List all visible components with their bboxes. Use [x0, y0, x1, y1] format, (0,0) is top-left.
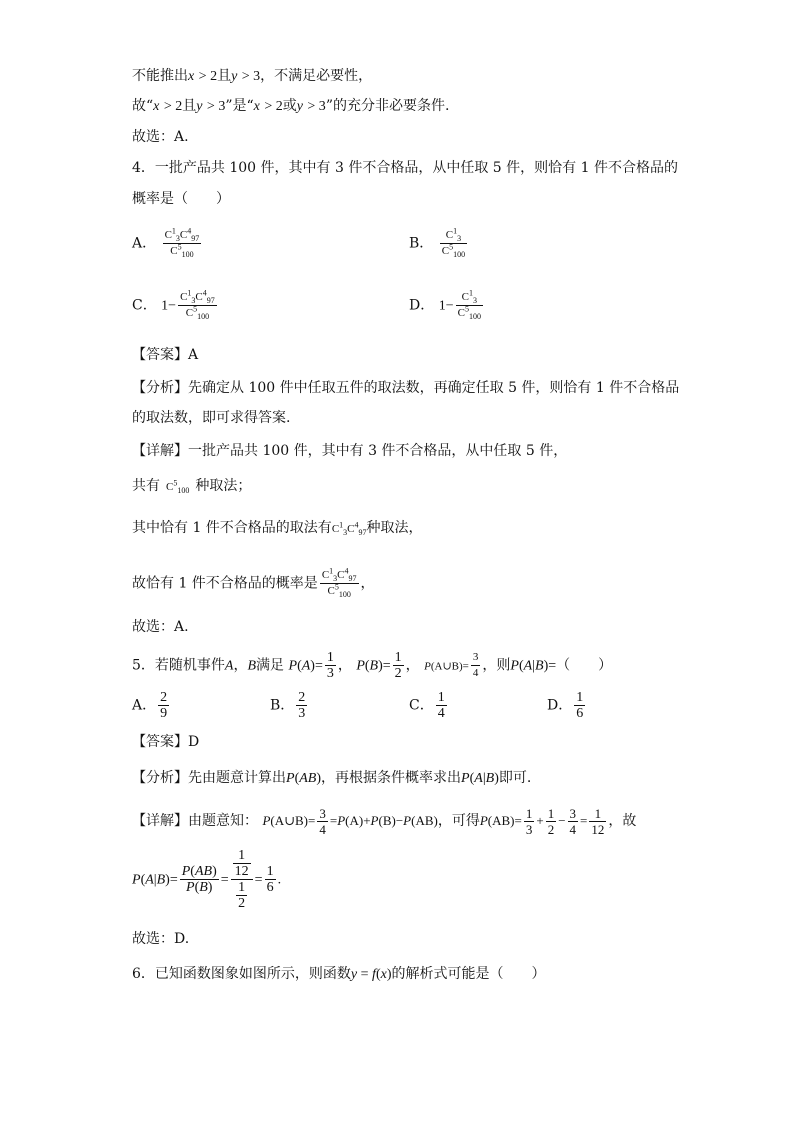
- fraction: $\frac{1}{3}$: [326, 650, 334, 681]
- fraction: $\frac{2}{3}$: [298, 690, 306, 721]
- question-6-text: 6．已知函数图象如图所示，则函数y = f(x)的解析式可能是（ ）: [132, 966, 546, 982]
- fraction: $\frac{1}{2}$: [547, 806, 555, 837]
- detail-5: 【详解】由题意知： P(A∪B)= $\frac{3}{4}$ =P(A)+P(B)−P(AB)，可得P(AB)= $\frac{1}{3}$ + $\frac{1}{2}$ − $\frac{3}{4}$ = $\frac{1}{12}$ ，故: [132, 806, 637, 837]
- option-5B: B． $\frac{2}{3}$: [270, 690, 306, 721]
- fraction: $\frac{1}{12}$: [591, 806, 605, 837]
- analysis-5: 【分析】先由题意计算出P(AB)，再根据条件概率求出P(A|B)即可.: [132, 770, 532, 786]
- option-5C: C． $\frac{1}{4}$: [409, 690, 445, 721]
- question-5-text: 5．若随机事件A，B满足 P(A)= $\frac{1}{3}$ ， P(B)= $\frac{1}{2}$ ， P(A∪B)= $\frac{3}{4}$ ，则P(A|B)=（ ）: [132, 650, 613, 681]
- option-4D: D． 1− $\frac{C^1_3}{C^5_{100}}$: [409, 288, 481, 322]
- compound-fraction: $\frac{\frac{1}{12}}{\frac{1}{2}}$: [231, 848, 253, 911]
- fraction: $\frac{1}{6}$: [266, 864, 274, 895]
- fraction: $\frac{C^1_3C^4_{97}}{C^5_{100}}$: [321, 566, 357, 600]
- select-4: 故选：A.: [132, 619, 189, 635]
- detail-5-conditional: P(A|B)= $\frac{P(AB)}{P(B)}$ = $\frac{\frac{1}{12}}{\frac{1}{2}}$ = $\frac{1}{6}$ .: [132, 848, 282, 911]
- text-line: 故“x > 2且y > 3”是“x > 2或y > 3”的充分非必要条件.: [132, 98, 450, 114]
- answer-4: 【答案】A: [132, 347, 199, 363]
- analysis-4-cont: 的取法数，即可求得答案.: [132, 410, 291, 426]
- detail-4-favorable: 其中恰有 1 件不合格品的取法有$C^1_3C^4_{97}$种取法，: [132, 520, 423, 538]
- fraction: $\frac{1}{2}$: [394, 650, 402, 681]
- option-5D: D． $\frac{1}{6}$: [547, 690, 584, 721]
- detail-4-count: 共有 $C^5_{100}$ 种取法；: [132, 478, 252, 496]
- detail-4-probability: 故恰有 1 件不合格品的概率是 $\frac{C^1_3C^4_{97}}{C^5_{100}}$ ，: [132, 566, 375, 600]
- fraction: $\frac{P(AB)}{P(B)}$: [181, 864, 217, 895]
- fraction: $\frac{1}{6}$: [576, 690, 584, 721]
- fraction: $\frac{2}{9}$: [160, 690, 168, 721]
- fraction: $\frac{C^1_3C^4_{97}}{C^5_{100}}$: [164, 226, 200, 260]
- option-4B: B． $\frac{C^1_3}{C^5_{100}}$: [409, 226, 466, 260]
- detail-4: 【详解】一批产品共 100 件，其中有 3 件不合格品，从中任取 5 件，: [132, 443, 568, 459]
- fraction: $\frac{C^1_3}{C^5_{100}}$: [441, 226, 466, 260]
- question-4-text: 4．一批产品共 100 件，其中有 3 件不合格品，从中任取 5 件，则恰有 1 件不合格品的: [132, 160, 678, 176]
- fraction: $\frac{3}{4}$: [319, 806, 326, 837]
- option-5A: A． $\frac{2}{9}$: [132, 690, 168, 721]
- fraction: $\frac{3}{4}$: [569, 806, 577, 837]
- fraction: $\frac{1}{4}$: [437, 690, 445, 721]
- answer-5: 【答案】D: [132, 734, 200, 750]
- option-4A: A． $\frac{C^1_3C^4_{97}}{C^5_{100}}$: [132, 226, 200, 260]
- fraction: $\frac{C^1_3}{C^5_{100}}$: [457, 288, 481, 322]
- text-line: 不能推出x > 2且y > 3，不满足必要性，: [132, 68, 373, 84]
- analysis-4: 【分析】先确定从 100 件中任取五件的取法数，再确定任取 5 件，则恰有 1 件不合格品: [132, 380, 680, 396]
- fraction: $\frac{C^1_3C^4_{97}}{C^5_{100}}$: [180, 288, 215, 322]
- select-5: 故选：D.: [132, 931, 190, 947]
- option-4C: C． 1− $\frac{C^1_3C^4_{97}}{C^5_{100}}$: [132, 288, 215, 322]
- fraction: $\frac{3}{4}$: [472, 651, 479, 679]
- fraction: $\frac{1}{3}$: [525, 806, 533, 837]
- question-4-text-cont: 概率是（ ）: [132, 191, 230, 207]
- text-line: 故选：A.: [132, 129, 189, 145]
